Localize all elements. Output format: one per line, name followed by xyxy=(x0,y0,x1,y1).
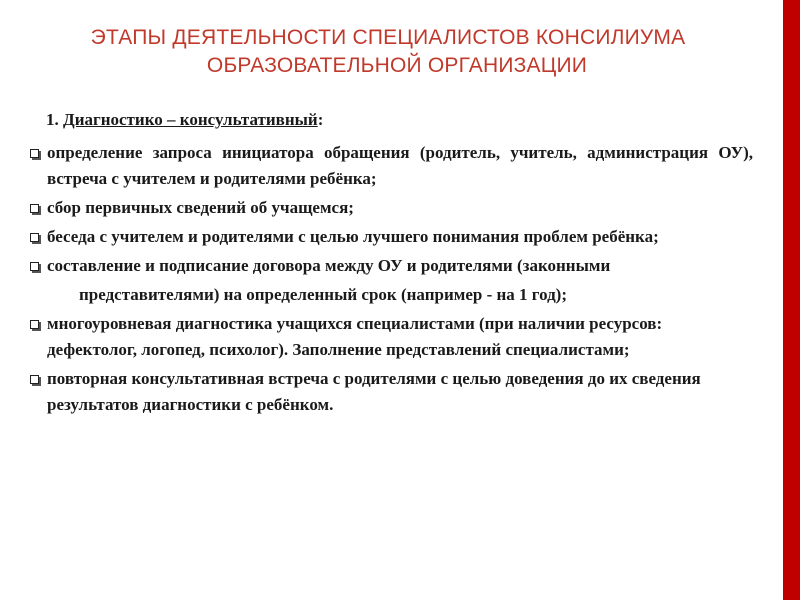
checkbox-bullet-icon xyxy=(30,233,39,242)
list-item xyxy=(29,224,753,250)
checkbox-bullet-icon xyxy=(30,204,39,213)
stage-heading xyxy=(46,108,323,132)
checkbox-bullet-icon xyxy=(30,375,39,384)
list-item xyxy=(29,195,753,221)
list-item-text: беседа с учителем и родителями с целью лучшего понимания проблем ребёнка; xyxy=(47,227,659,246)
slide-title-line-1: ЭТАПЫ ДЕЯТЕЛЬНОСТИ СПЕЦИАЛИСТОВ КОНСИЛИУМА xyxy=(90,26,686,49)
checkbox-bullet-icon xyxy=(30,320,39,329)
slide-title xyxy=(0,24,760,80)
list-item-text: определение запроса инициатора обращения (родитель, учитель, администрация ОУ), встреча с учителем и родителями ребёнка; xyxy=(47,143,753,188)
list-item xyxy=(29,140,753,192)
list-item xyxy=(29,253,753,279)
side-accent-bar xyxy=(783,0,800,600)
list-item-text: многоуровневая диагностика учащихся специалистами (при наличии ресурсов: дефектолог, логопед, психолог). Заполнение представлений специалистами; xyxy=(47,314,663,359)
list-item-text: повторная консультативная встреча с родителями с целью доведения до их сведения результатов диагностики с ребёнком. xyxy=(47,369,701,414)
list-item xyxy=(29,366,753,418)
checkbox-bullet-icon xyxy=(30,149,39,158)
stage-name: Диагностико – консультативный xyxy=(63,110,318,129)
slide-title-line-2: ОБРАЗОВАТЕЛЬНОЙ ОРГАНИЗАЦИИ xyxy=(206,54,588,77)
stage-colon: : xyxy=(317,110,324,129)
list-item xyxy=(29,311,753,363)
list-item-text: сбор первичных сведений об учащемся; xyxy=(47,198,354,217)
list-item-text: составление и подписание договора между ОУ и родителями (законными xyxy=(47,256,611,275)
checkbox-bullet-icon xyxy=(30,262,39,271)
stage-activities-list xyxy=(29,140,753,421)
stage-number: 1. xyxy=(46,110,63,129)
list-item-continuation: представителями) на определенный срок (например - на 1 год); xyxy=(79,285,568,304)
